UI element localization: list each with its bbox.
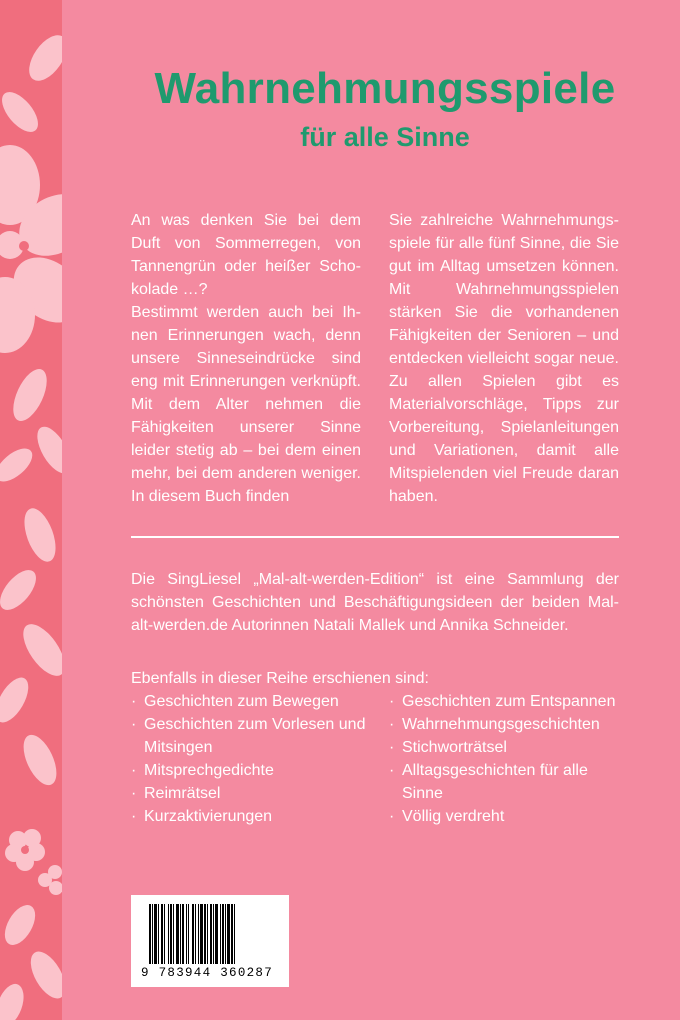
barcode-bar xyxy=(152,904,153,964)
divider-line xyxy=(131,536,619,538)
barcode-bar xyxy=(204,904,206,964)
barcode-bar xyxy=(234,904,235,964)
edition-description: Die SingLiesel „Mal-alt-werden-Edition“ ist eine Sammlung der schönsten Geschichten und Beschäftigungsideen der beiden Mal-alt-werden.de Autorinnen Natali Mallek und Annika Schneider. xyxy=(131,571,619,634)
barcode-bar xyxy=(222,904,224,964)
barcode-bar xyxy=(158,904,159,964)
barcode-bar xyxy=(200,904,203,964)
barcode-bar xyxy=(215,904,218,964)
series-list-left xyxy=(131,690,371,828)
book-subtitle: für alle Sinne xyxy=(300,122,470,152)
barcode-bar xyxy=(164,904,165,964)
series-item: · Geschichten zum Bewegen xyxy=(131,690,371,713)
blurb-right-column xyxy=(389,209,619,508)
series-item: · Wahrnehmungsgeschichten xyxy=(389,713,629,736)
barcode-bar xyxy=(182,904,184,964)
flower-pattern-icon xyxy=(0,0,62,1020)
barcode-bar xyxy=(192,904,194,964)
blurb-paragraph: Sie zahlreiche Wahrnehmungsspiele für alle fünf Sinne, die Sie gut im Alltag umsetzen können. Mit Wahrnehmungsspielen stärken Sie die vorhandenen Fähigkeiten der Senioren – und entdecken vielleicht sogar neue. Zu allen Spielen gibt es Materialvorschläge, Tipps zur Vorbereitung, Spielanleitungen und Variationen, damit alle Mitspielenden viel Freude daran haben. xyxy=(389,212,619,505)
blurb-paragraph: An was denken Sie bei dem Duft von Sommerregen, von Tannengrün oder heißer Schokolade …? xyxy=(131,212,361,298)
book-title: Wahrnehmungsspiele xyxy=(154,64,616,113)
series-item: · Geschichten zum Entspannen xyxy=(389,690,629,713)
barcode-bar xyxy=(170,904,172,964)
barcode-bar xyxy=(207,904,208,964)
barcode-bar xyxy=(213,904,214,964)
barcode-bar xyxy=(227,904,230,964)
series-item: · Völlig verdreht xyxy=(389,805,629,828)
barcode-bar xyxy=(154,904,157,964)
isbn-barcode xyxy=(131,895,289,987)
barcode-bar xyxy=(225,904,226,964)
barcode-bar xyxy=(220,904,221,964)
isbn-number: 9 783944 360287 xyxy=(141,966,274,980)
barcode-bar xyxy=(195,904,196,964)
spine-floral-strip xyxy=(0,0,62,1020)
series-item: · Mitsprechgedichte xyxy=(131,759,371,782)
barcode-bar xyxy=(198,904,199,964)
series-item: · Geschichten zum Vorlesen und Mitsingen xyxy=(131,713,371,759)
barcode-bar xyxy=(173,904,174,964)
barcode-bar xyxy=(176,904,179,964)
series-item: · Reimrätsel xyxy=(131,782,371,805)
series-item: · Stichworträtsel xyxy=(389,736,629,759)
series-item: · Kurzaktivierungen xyxy=(131,805,371,828)
barcode-bar xyxy=(188,904,189,964)
barcode-bar xyxy=(180,904,181,964)
barcode-bar xyxy=(149,904,151,964)
blurb-left-column xyxy=(131,209,361,508)
barcode-icon xyxy=(149,904,271,964)
barcode-bar xyxy=(168,904,169,964)
blurb-paragraph: Bestimmt werden auch bei Ihnen Erinnerungen wach, denn unsere Sinneseindrücke sind eng mit Erinnerungen verknüpft. Mit dem Alter nehmen die Fähigkeiten unserer Sinne leider stetig ab – bei dem einen mehr, bei dem anderen weniger. In diesem Buch finden xyxy=(131,304,361,505)
series-list-right xyxy=(389,690,629,828)
barcode-bar xyxy=(210,904,212,964)
barcode-bar xyxy=(231,904,233,964)
barcode-bar xyxy=(186,904,187,964)
barcode-bar xyxy=(161,904,163,964)
series-intro: Ebenfalls in dieser Reihe erschienen sind: xyxy=(131,670,429,687)
series-item: · Alltagsgeschichten für alle Sinne xyxy=(389,759,629,805)
